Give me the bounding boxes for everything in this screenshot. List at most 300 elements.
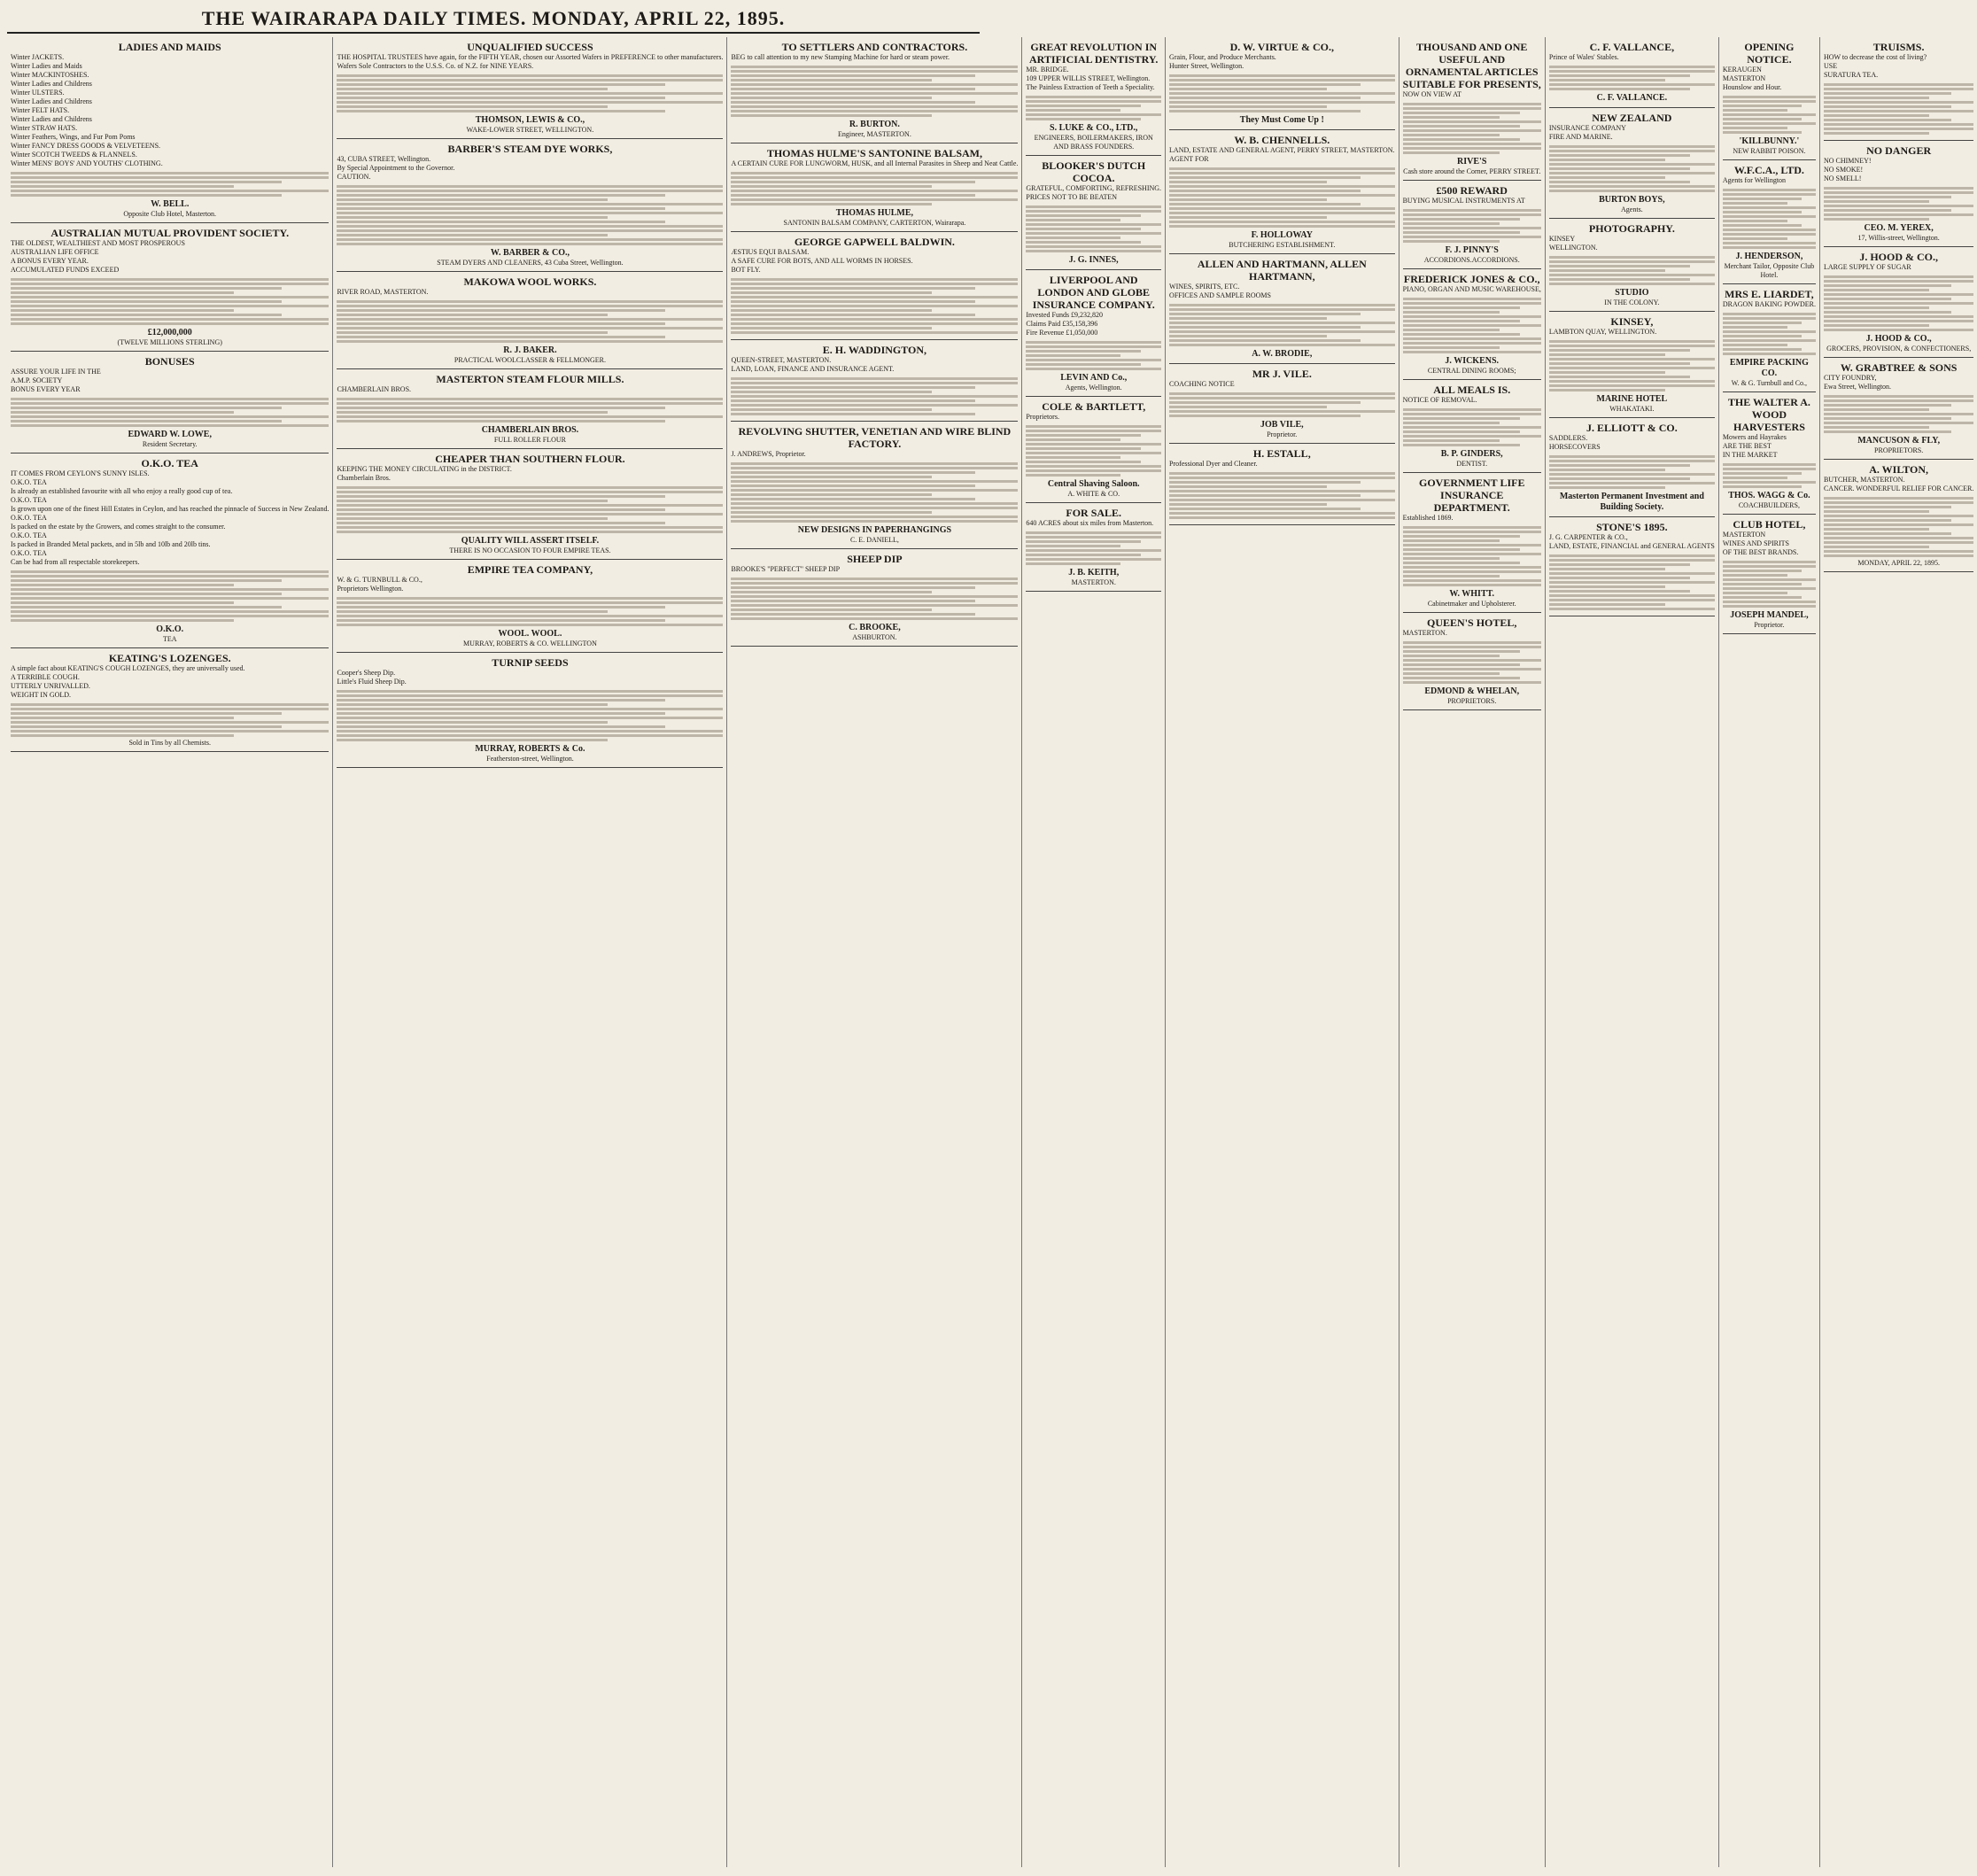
body-text-block: [731, 172, 1018, 205]
ad-line: A BONUS EVERY YEAR.: [11, 257, 89, 265]
ad-line: Chamberlain Bros.: [337, 474, 391, 482]
body-text-block: [1403, 298, 1541, 353]
column-1: [7, 37, 333, 1867]
body-text-block: [1549, 256, 1715, 285]
ad-line: O.K.O. TEA: [11, 531, 47, 539]
body-text-block: [1549, 554, 1715, 610]
ad-name: MURRAY, ROBERTS & Co.: [475, 744, 585, 754]
ad-line: Mowers and Hayrakes: [1722, 433, 1787, 441]
ad-heading: QUEEN'S HOTEL,: [1427, 616, 1517, 629]
ad-line: Professional Dyer and Cleaner.: [1169, 460, 1258, 468]
ad-line: O.K.O. TEA: [11, 478, 47, 486]
ad-line: Hounslow and Hour.: [1722, 83, 1782, 91]
ad-name: STUDIO: [1615, 288, 1649, 298]
ad-footer: STEAM DYERS AND CLEANERS, 43 Cuba Street, Wellington.: [437, 259, 624, 267]
body-text-block: [337, 597, 723, 626]
ad-line: OF THE BEST BRANDS.: [1722, 548, 1799, 556]
body-text-block: [1723, 96, 1816, 134]
ad-line: J. G. CARPENTER & CO.,: [1548, 533, 1628, 541]
column-7: [1546, 37, 1719, 1867]
ad-line: Winter MACKINTOSHES.: [11, 71, 89, 79]
ad-line: BUTCHER, MASTERTON.: [1823, 476, 1905, 484]
ad-footer: C. E. DANIELL,: [849, 536, 899, 544]
advertisement: [731, 37, 1018, 143]
ad-line: AGENT FOR: [1169, 155, 1209, 163]
ad-line: IN THE MARKET: [1722, 451, 1778, 459]
advertisement: [1026, 156, 1161, 270]
ad-line: Is grown upon one of the finest Hill Estates in Ceylon, and has reached the pinnacle of Success in New Zealand.: [11, 505, 330, 513]
ad-name: RIVE'S: [1457, 157, 1487, 167]
ad-name: O.K.O.: [156, 624, 184, 634]
body-text-block: [1824, 275, 1973, 331]
body-text-block: [337, 74, 723, 112]
ad-name: NEW DESIGNS IN PAPERHANGINGS: [797, 525, 952, 535]
ad-heading: THOMAS HULME'S SANTONINE BALSAM,: [766, 147, 982, 159]
ad-line: Winter Ladies and Childrens: [11, 97, 92, 105]
ad-line: SADDLERS.: [1548, 434, 1588, 442]
ad-line: Little's Fluid Sheep Dip.: [337, 678, 407, 686]
ad-name: J. WICKENS.: [1445, 356, 1500, 366]
ad-heading: C. F. VALLANCE,: [1589, 41, 1675, 53]
ad-line: HORSECOVERS: [1548, 443, 1601, 451]
ad-heading: D. W. VIRTUE & CO.,: [1229, 41, 1334, 53]
ad-line: Hunter Street, Wellington.: [1169, 62, 1244, 70]
ad-heading: SHEEP DIP: [847, 553, 903, 565]
ad-line: NO SMOKE!: [1823, 166, 1864, 174]
advertisement: [337, 139, 723, 272]
ad-name: JOB VILE,: [1260, 420, 1304, 430]
ad-name: W. WHITT.: [1449, 589, 1495, 599]
ad-line: Winter Ladies and Maids: [11, 62, 82, 70]
ad-line: ARE THE BEST: [1722, 442, 1772, 450]
ad-name: THOS. WAGG & Co.: [1728, 491, 1810, 500]
advertisement: [1403, 473, 1541, 613]
column-5: [1166, 37, 1399, 1867]
ad-line: Agents for Wellington: [1722, 176, 1787, 184]
ad-line: LAND, LOAN, FINANCE AND INSURANCE AGENT.: [731, 365, 895, 373]
advertisement: [731, 549, 1018, 647]
ad-line: KEEPING THE MONEY CIRCULATING in the DISTRICT.: [337, 465, 512, 473]
ad-line: NO SMELL!: [1823, 174, 1862, 182]
column-4: [1022, 37, 1166, 1867]
ad-line: PRICES NOT TO BE BEATEN: [1026, 193, 1118, 201]
advertisement: [337, 272, 723, 369]
ad-line: 109 UPPER WILLIS STREET, Wellington.: [1026, 74, 1151, 82]
ad-heading: GOVERNMENT LIFE INSURANCE DEPARTMENT.: [1418, 477, 1525, 514]
body-text-block: [1403, 526, 1541, 586]
ad-line: Winter ULSTERS.: [11, 89, 65, 97]
body-text-block: [11, 570, 329, 622]
ad-name: MARINE HOTEL: [1596, 394, 1668, 404]
ad-heading: E. H. WADDINGTON,: [822, 344, 927, 356]
advertisement: [1549, 37, 1715, 108]
ad-line: MASTERTON: [1722, 531, 1766, 539]
ad-heading: PHOTOGRAPHY.: [1588, 222, 1675, 235]
advertisement: [1026, 270, 1161, 397]
ad-heading: FREDERICK JONES & CO.,: [1403, 273, 1540, 285]
ad-footer: PROPRIETORS.: [1447, 697, 1497, 705]
ad-line: FIRE AND MARINE.: [1548, 133, 1613, 141]
advertisement: [1169, 130, 1395, 254]
ad-footer: Merchant Tailor, Opposite Club Hotel.: [1724, 262, 1815, 279]
ad-line: The Painless Extraction of Teeth a Speciality.: [1026, 83, 1155, 91]
ad-footer: FULL ROLLER FLOUR: [493, 436, 566, 444]
ad-line: MASTERTON.: [1402, 629, 1447, 637]
ad-line: Wafers Sole Contractors to the U.S.S. Co. of N.Z. for NINE YEARS.: [337, 62, 534, 70]
ad-line: Winter FANCY DRESS GOODS & VELVETEENS.: [11, 142, 161, 150]
ad-line: J. ANDREWS, Proprietor.: [731, 450, 806, 458]
body-text-block: [11, 703, 329, 737]
body-text-block: [1169, 304, 1395, 346]
ad-footer: Agents.: [1621, 205, 1643, 213]
ad-heading: EMPIRE TEA COMPANY,: [467, 563, 593, 576]
body-text-block: [1026, 341, 1161, 370]
ad-line: NOTICE OF REMOVAL.: [1402, 396, 1477, 404]
ad-footer: MONDAY, APRIL 22, 1895.: [1857, 559, 1940, 567]
ad-name: S. LUKE & CO., LTD.,: [1050, 123, 1138, 133]
advertisement: [1403, 380, 1541, 473]
ad-heading: FOR SALE.: [1066, 507, 1122, 519]
ad-heading: J. HOOD & CO.,: [1859, 251, 1938, 263]
ad-footer: 17, Willis-street, Wellington.: [1857, 234, 1940, 242]
body-text-block: [1169, 74, 1395, 112]
ad-name: J. G. INNES,: [1068, 255, 1119, 265]
ad-line: RIVER ROAD, MASTERTON.: [337, 288, 429, 296]
ad-line: O.K.O. TEA: [11, 514, 47, 522]
ad-line: Cooper's Sheep Dip.: [337, 669, 396, 677]
advertisement: [731, 340, 1018, 422]
body-text-block: [1169, 167, 1395, 228]
ad-heading: BONUSES: [144, 355, 195, 368]
ad-heading: TRUISMS.: [1872, 41, 1925, 53]
body-text-block: [1723, 313, 1816, 355]
ad-line: NO CHIMNEY!: [1823, 157, 1872, 165]
advertisement: [1403, 181, 1541, 269]
ad-footer: Proprietor.: [1754, 621, 1785, 629]
ad-name: Central Shaving Saloon.: [1047, 479, 1140, 489]
ad-line: A CERTAIN CURE FOR LUNGWORM, HUSK, and all Internal Parasites in Sheep and Neat Cattle.: [731, 159, 1019, 167]
ad-line: Is packed in Branded Metal packets, and in 5lb and 10lb and 20lb tins.: [11, 540, 211, 548]
ad-heading: CLUB HOTEL,: [1733, 518, 1806, 531]
body-text-block: [1026, 96, 1161, 120]
advertisement: [731, 422, 1018, 549]
ad-footer: PRACTICAL WOOLCLASSER & FELLMONGER.: [454, 356, 606, 364]
ad-line: O.K.O. TEA: [11, 549, 47, 557]
advertisement: [337, 560, 723, 653]
ad-line: Ewa Street, Wellington.: [1823, 383, 1892, 391]
body-text-block: [1723, 463, 1816, 488]
column-2: [333, 37, 727, 1867]
ad-heading: MRS E. LIARDET,: [1725, 288, 1814, 300]
ad-line: Winter SCOTCH TWEEDS & FLANNELS.: [11, 151, 137, 159]
body-text-block: [11, 278, 329, 325]
ad-heading: BARBER'S STEAM DYE WORKS,: [447, 143, 613, 155]
ad-line: MR. BRIDGE.: [1026, 66, 1069, 74]
ad-name: JOSEPH MANDEL,: [1730, 610, 1809, 620]
ad-footer: TEA: [162, 635, 177, 643]
ad-heading: REVOLVING SHUTTER, VENETIAN AND WIRE BLIND FACTORY.: [738, 425, 1012, 450]
ad-heading: H. ESTALL,: [1252, 447, 1311, 460]
ad-heading: O.K.O. TEA: [141, 457, 198, 469]
body-text-block: [1824, 83, 1973, 135]
advertisement: [1824, 37, 1973, 141]
body-text-block: [731, 578, 1018, 620]
ad-name: 'KILLBUNNY.': [1739, 136, 1800, 146]
ad-name: EDMOND & WHELAN,: [1424, 686, 1520, 696]
ad-line: Is packed on the estate by the Growers, and comes straight to the consumer.: [11, 523, 226, 531]
advertisement: [11, 453, 329, 648]
ad-line: OFFICES AND SAMPLE ROOMS: [1169, 291, 1271, 299]
ad-heading: OPENING NOTICE.: [1744, 41, 1795, 66]
ad-name: CEO. M. YEREX,: [1864, 223, 1934, 233]
ad-line: MASTERTON: [1722, 74, 1766, 82]
advertisement: [1169, 444, 1395, 525]
masthead-title: THE WAIRARAPA DAILY TIMES. MONDAY, APRIL 22, 1895.: [7, 5, 980, 34]
advertisement: [1549, 418, 1715, 517]
ad-footer: COACHBUILDERS,: [1738, 501, 1800, 509]
ad-line: IT COMES FROM CEYLON'S SUNNY ISLES.: [11, 469, 150, 477]
advertisement: [1026, 503, 1161, 592]
ad-footer: DENTIST.: [1456, 460, 1488, 468]
ad-line: WINES, SPIRITS, ETC.: [1169, 283, 1240, 291]
body-text-block: [731, 462, 1018, 523]
body-text-block: [1169, 392, 1395, 417]
ad-heading: ALLEN AND HARTMANN, ALLEN HARTMANN,: [1197, 258, 1367, 283]
ad-line: QUEEN-STREET, MASTERTON.: [731, 356, 832, 364]
ad-line: A simple fact about KEATING'S COUGH LOZENGES, they are universally used.: [11, 664, 245, 672]
ad-heading: W. GRABTREE & SONS: [1840, 361, 1958, 374]
column-3: [727, 37, 1022, 1867]
advertisement: [11, 37, 329, 223]
ad-name: They Must Come Up !: [1239, 115, 1324, 125]
ad-footer: Opposite Club Hotel, Masterton.: [123, 210, 217, 218]
advertisement: [1169, 37, 1395, 130]
ad-line: A SAFE CURE FOR BOTS, AND ALL WORMS IN HORSES.: [731, 257, 913, 265]
advertisement: [1824, 460, 1973, 572]
ad-line: ÆSTIUS EQUI BALSAM.: [731, 248, 810, 256]
ad-heading: BLOOKER'S DUTCH COCOA.: [1042, 159, 1146, 184]
body-text-block: [337, 185, 723, 245]
advertisement: [1824, 141, 1973, 247]
body-text-block: [1824, 187, 1973, 221]
ad-heading: A. WILTON,: [1869, 463, 1929, 476]
body-text-block: [337, 690, 723, 741]
ad-name: J. HOOD & CO.,: [1865, 334, 1932, 344]
ad-line: LAND, ESTATE, FINANCIAL and GENERAL AGENTS: [1548, 542, 1715, 550]
columns-container: [7, 37, 1974, 1867]
ad-line: Invested Funds £9,232,820: [1026, 311, 1104, 319]
body-text-block: [1403, 103, 1541, 154]
ad-line: Fire Revenue £1,050,000: [1026, 329, 1098, 337]
ad-line: A TERRIBLE COUGH.: [11, 673, 80, 681]
ad-line: CHAMBERLAIN BROS.: [337, 385, 412, 393]
ad-heading: W. B. CHENNELLS.: [1234, 134, 1330, 146]
ad-heading: LIVERPOOL AND LONDON AND GLOBE INSURANCE COMPANY.: [1032, 274, 1155, 311]
advertisement: [1824, 247, 1973, 358]
ad-footer: SANTONIN BALSAM COMPANY, CARTERTON, Wairarapa.: [783, 219, 966, 227]
ad-footer: MURRAY, ROBERTS & CO. WELLINGTON: [463, 640, 597, 647]
advertisement: [1549, 108, 1715, 219]
ad-line: ACCUMULATED FUNDS EXCEED: [11, 266, 120, 274]
ad-footer: BUTCHERING ESTABLISHMENT.: [1229, 241, 1336, 249]
ad-line: Winter MENS' BOYS' AND YOUTHS' CLOTHING.: [11, 159, 163, 167]
advertisement: [731, 143, 1018, 232]
ad-line: BOT FLY.: [731, 266, 761, 274]
ad-line: Established 1869.: [1402, 514, 1454, 522]
ad-name: F. HOLLOWAY: [1251, 230, 1313, 240]
ad-line: Proprietors Wellington.: [337, 585, 404, 593]
ad-heading: THOUSAND AND ONE USEFUL AND ORNAMENTAL ARTICLES SUITABLE FOR PRESENTS,: [1402, 41, 1541, 90]
advertisement: [1026, 37, 1161, 156]
body-text-block: [1549, 455, 1715, 489]
body-text-block: [1026, 425, 1161, 477]
ad-line: Winter Ladies and Childrens: [11, 115, 92, 123]
ad-heading: KEATING'S LOZENGES.: [108, 652, 231, 664]
ad-line: ASSURE YOUR LIFE IN THE: [11, 368, 101, 376]
column-8: [1719, 37, 1820, 1867]
advertisement: [1403, 37, 1541, 181]
ad-line: BEG to call attention to my new Stamping Machine for hard or steam power.: [731, 53, 950, 61]
ad-line: Proprietors.: [1026, 413, 1059, 421]
body-text-block: [1723, 561, 1816, 608]
ad-line: INSURANCE COMPANY: [1548, 124, 1626, 132]
ad-line: LARGE SUPPLY OF SUGAR: [1823, 263, 1911, 271]
ad-heading: NO DANGER: [1866, 144, 1932, 157]
ad-footer: W. & G. Turnbull and Co.,: [1731, 379, 1808, 387]
ad-footer: Proprietor.: [1267, 430, 1298, 438]
body-text-block: [337, 300, 723, 343]
ad-footer: THERE IS NO OCCASION TO FOUR EMPIRE TEAS.: [449, 547, 611, 554]
ad-line: Grain, Flour, and Produce Merchants.: [1169, 53, 1276, 61]
body-text-block: [11, 172, 329, 197]
advertisement: [337, 369, 723, 449]
ad-name: J. HENDERSON,: [1735, 252, 1803, 261]
ad-line: Winter FELT HATS.: [11, 106, 70, 114]
advertisement: [1549, 219, 1715, 312]
ad-line: Winter STRAW HATS.: [11, 124, 78, 132]
ad-footer: MASTERTON.: [1071, 578, 1116, 586]
ad-footer: (TWELVE MILLIONS STERLING): [117, 338, 222, 346]
ad-footer: Sold in Tins by all Chemists.: [128, 739, 211, 747]
column-9: [1820, 37, 1977, 1867]
ad-footer: NEW RABBIT POISON.: [1733, 147, 1806, 155]
column-6: [1399, 37, 1546, 1867]
ad-line: KINSEY: [1548, 235, 1576, 243]
advertisement: [1549, 517, 1715, 616]
ad-line: SURATURA TEA.: [1823, 71, 1879, 79]
ad-line: BUYING MUSICAL INSTRUMENTS AT: [1402, 197, 1525, 205]
ad-line: Winter Ladies and Childrens: [11, 80, 92, 88]
ad-line: KERAUGEN: [1722, 66, 1762, 74]
ad-footer: ENGINEERS, BOILERMAKERS, IRON AND BRASS FOUNDERS.: [1034, 134, 1153, 151]
ad-name: W. BARBER & CO.,: [490, 248, 570, 258]
ad-name: C. BROOKE,: [849, 623, 901, 632]
advertisement: [1723, 37, 1816, 160]
ad-footer: WHAKATAKI.: [1609, 405, 1655, 413]
advertisement: [1169, 364, 1395, 444]
ad-name: A. W. BRODIE,: [1252, 349, 1313, 359]
ad-heading: STONE'S 1895.: [1596, 521, 1668, 533]
ad-line: DRAGON BAKING POWDER.: [1722, 300, 1816, 308]
advertisement: [11, 648, 329, 752]
body-text-block: [1403, 641, 1541, 684]
ad-line: Winter JACKETS.: [11, 53, 65, 61]
body-text-block: [1723, 189, 1816, 249]
ad-name: R. BURTON.: [849, 120, 900, 129]
body-text-block: [1026, 205, 1161, 252]
ad-line: Prince of Wales' Stables.: [1548, 53, 1619, 61]
advertisement: [1824, 358, 1973, 460]
body-text-block: [1403, 408, 1541, 446]
ad-heading: CHEAPER THAN SOUTHERN FLOUR.: [435, 453, 625, 465]
ad-heading: MAKOWA WOOL WORKS.: [463, 275, 597, 288]
body-text-block: [1403, 209, 1541, 243]
advertisement: [1549, 312, 1715, 418]
ad-footer: Engineer, MASTERTON.: [838, 130, 911, 138]
ad-heading: GREAT REVOLUTION IN ARTIFICIAL DENTISTRY.: [1029, 41, 1159, 66]
advertisement: [1723, 160, 1816, 284]
body-text-block: [731, 377, 1018, 415]
advertisement: [337, 653, 723, 768]
ad-footer: ASHBURTON.: [852, 633, 897, 641]
ad-line: UTTERLY UNRIVALLED.: [11, 682, 90, 690]
ad-name: F. J. PINNY'S: [1445, 245, 1499, 255]
ad-footer: CENTRAL DINING ROOMS;: [1427, 367, 1516, 375]
ad-footer: A. WHITE & CO.: [1067, 490, 1120, 498]
body-text-block: [1824, 395, 1973, 433]
ad-line: LAND, ESTATE AND GENERAL AGENT, PERRY STREET, MASTERTON.: [1169, 146, 1395, 154]
ad-line: WINES AND SPIRITS: [1722, 539, 1789, 547]
ad-name: THOMAS HULME,: [835, 208, 914, 218]
ad-footer: IN THE COLONY.: [1604, 298, 1660, 306]
ad-footer: ACCORDIONS.ACCORDIONS.: [1423, 256, 1520, 264]
ad-line: W. & G. TURNBULL & CO.,: [337, 576, 423, 584]
body-text-block: [1026, 531, 1161, 565]
body-text-block: [731, 278, 1018, 334]
ad-heading: AUSTRALIAN MUTUAL PROVIDENT SOCIETY.: [50, 227, 290, 239]
ad-line: CAUTION.: [337, 173, 371, 181]
body-text-block: [1549, 340, 1715, 391]
ad-footer: Featherston-street, Wellington.: [486, 755, 574, 763]
ad-name: W. BELL.: [151, 199, 190, 209]
ad-name: LEVIN AND Co.,: [1060, 373, 1128, 383]
ad-footer: Cash store around the Corner, PERRY STREET.: [1403, 167, 1541, 175]
ad-line: BROOKE'S "PERFECT" SHEEP DIP: [731, 565, 841, 573]
body-text-block: [731, 66, 1018, 117]
ad-line: PIANO, ORGAN AND MUSIC WAREHOUSE,: [1402, 285, 1541, 293]
ad-footer: PROPRIETORS.: [1874, 446, 1924, 454]
ad-heading: MASTERTON STEAM FLOUR MILLS.: [436, 373, 624, 385]
ad-name: WOOL. WOOL.: [498, 629, 562, 639]
ad-line: Winter Feathers, Wings, and Fur Pom Poms: [11, 133, 136, 141]
ad-line: Can be had from all respectable storekeepers.: [11, 558, 140, 566]
ad-name: B. P. GINDERS,: [1440, 449, 1503, 459]
ad-line: Claims Paid £35,158,396: [1026, 320, 1098, 328]
ad-heading: J. ELLIOTT & CO.: [1585, 422, 1678, 434]
ad-line: USE: [1823, 62, 1838, 70]
advertisement: [337, 449, 723, 560]
ad-heading: W.F.C.A., LTD.: [1733, 164, 1804, 176]
ad-line: 43, CUBA STREET, Wellington.: [337, 155, 431, 163]
ad-heading: LADIES AND MAIDS: [118, 41, 221, 53]
advertisement: [1169, 254, 1395, 364]
advertisement: [731, 232, 1018, 340]
ad-heading: £500 REWARD: [1436, 184, 1508, 197]
advertisement: [11, 223, 329, 352]
ad-line: 640 ACRES about six miles from Masterton.: [1026, 519, 1154, 527]
ad-heading: THE WALTER A. WOOD HARVESTERS: [1727, 396, 1810, 433]
ad-footer: Cabinetmaker and Upholsterer.: [1427, 600, 1516, 608]
